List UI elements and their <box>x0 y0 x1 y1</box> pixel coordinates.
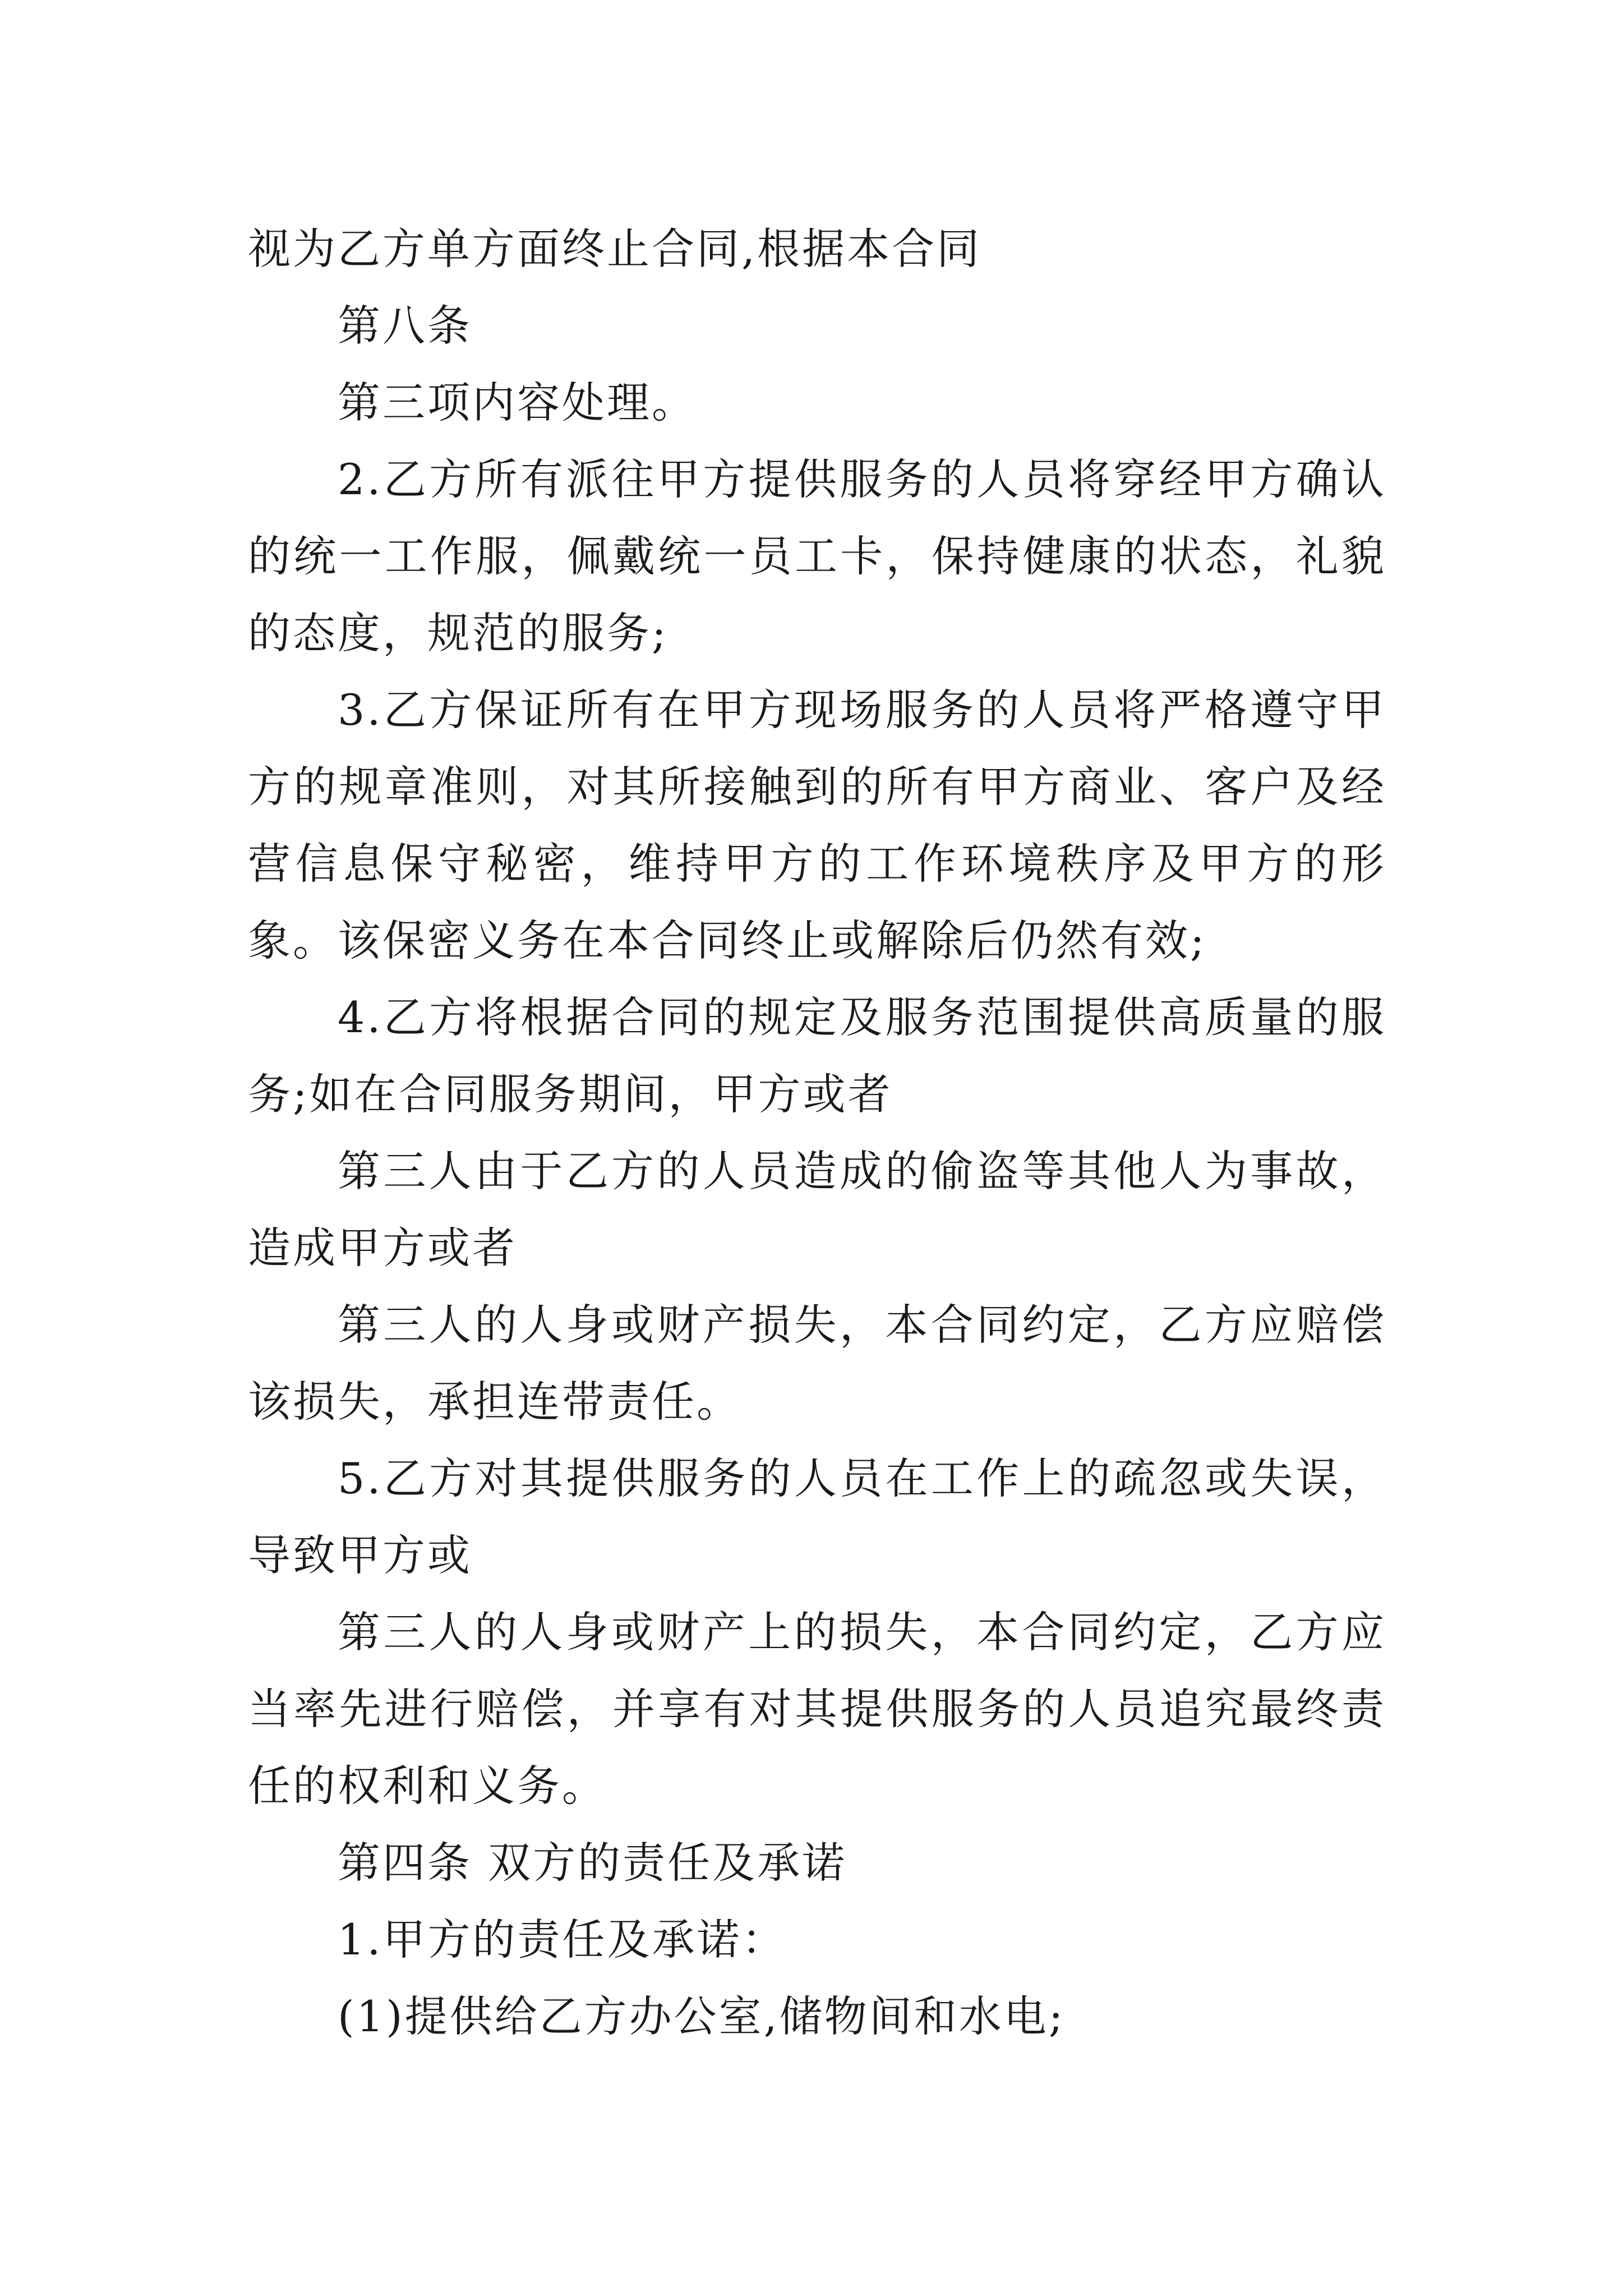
clause-item: 2.乙方所有派往甲方提供服务的人员将穿经甲方确认的统一工作服，佩戴统一员工卡，保持健康的状态，礼貌的态度，规范的服务; <box>248 454 1386 658</box>
paragraph: 第三项内容处理。 <box>338 378 697 427</box>
article-heading: 第八条 <box>338 301 472 351</box>
paragraph: 第三人的人身或财产损失，本合同约定，乙方应赔偿该损失，承担连带责任。 <box>248 1300 1386 1427</box>
paragraph: 第三人由于乙方的人员造成的偷盗等其他人为事故，造成甲方或者 <box>248 1146 1386 1273</box>
clause-item: 4.乙方将根据合同的规定及服务范围提供高质量的服务;如在合同服务期间，甲方或者 <box>248 992 1386 1119</box>
clause-item: 3.乙方保证所有在甲方现场服务的人员将严格遵守甲方的规章准则，对其所接触到的所有甲方商业、客户及经营信息保守秘密，维持甲方的工作环境秩序及甲方的形象。该保密义务在本合同终止或解除后仍然有效; <box>248 685 1386 965</box>
clause-item: 5.乙方对其提供服务的人员在工作上的疏忽或失误，导致甲方或 <box>248 1453 1386 1580</box>
sub-clause-item: (1)提供给乙方办公室,储物间和水电; <box>338 1991 1066 2041</box>
document-body <box>248 210 1386 2055</box>
paragraph: 第三人的人身或财产上的损失，本合同约定，乙方应当率先进行赔偿，并享有对其提供服务的人员追究最终责任的权利和义务。 <box>248 1607 1386 1811</box>
article-heading: 第四条 双方的责任及承诺 <box>338 1838 847 1888</box>
paragraph: 视为乙方单方面终止合同,根据本合同 <box>248 224 982 274</box>
clause-item: 1.甲方的责任及承诺： <box>338 1915 787 1964</box>
